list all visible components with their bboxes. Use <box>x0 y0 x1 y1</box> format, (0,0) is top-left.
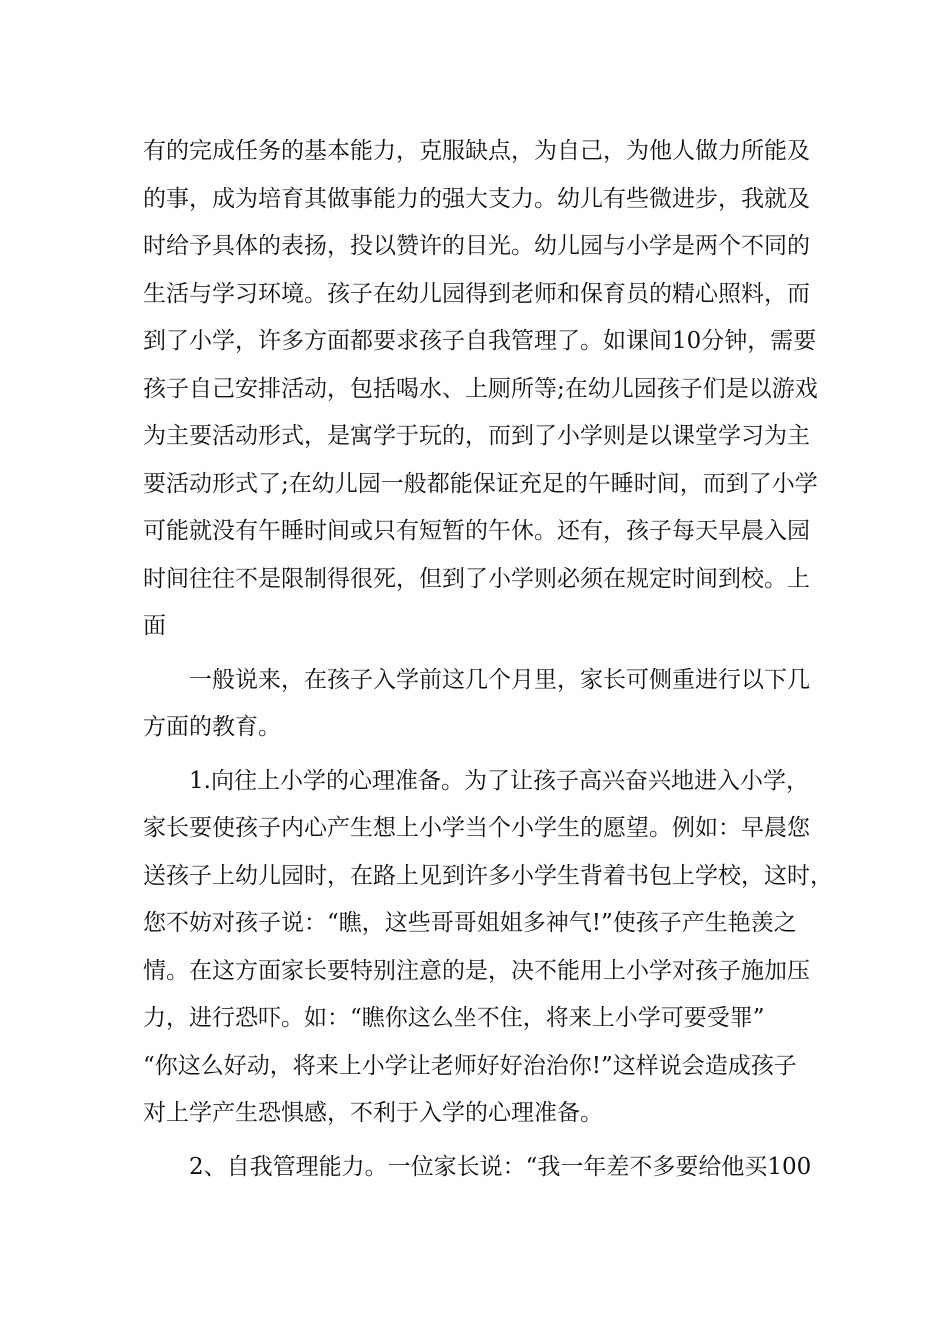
text-line: 到了小学，许多方面都要求孩子自我管理了。如课间10分钟，需要 <box>143 328 817 354</box>
paragraph-start-line: 一般说来，在孩子入学前这几个月里，家长可侧重进行以下几 <box>189 666 810 693</box>
text-line: 要活动形式了;在幼儿园一般都能保证充足的午睡时间，而到了小学 <box>143 470 818 497</box>
paragraph-start-line: 1.向往上小学的心理准备。为了让孩子高兴奋兴地进入小学， <box>189 767 809 794</box>
text-line: 为主要活动形式，是寓学于玩的，而到了小学则是以课堂学习为主 <box>143 423 810 449</box>
text-line: 时间往往不是限制得很死，但到了小学则必须在规定时间到校。上 <box>143 565 810 592</box>
text-line: 力，进行恐吓。如：“瞧你这么坐不住，将来上小学可要受罪” <box>143 1005 765 1031</box>
text-line: 孩子自己安排活动，包括喝水、上厕所等;在幼儿园孩子们是以游戏 <box>143 375 818 402</box>
text-line: 家长要使孩子内心产生想上小学当个小学生的愿望。例如：早晨您 <box>143 815 810 841</box>
text-line: 时给予具体的表扬，投以赞许的目光。幼儿园与小学是两个不同的 <box>143 233 810 259</box>
document-body <box>143 128 833 1191</box>
text-line: 生活与学习环境。孩子在幼儿园得到老师和保育员的精心照料，而 <box>143 280 810 307</box>
text-line: 的事，成为培育其做事能力的强大支力。幼儿有些微进步，我就及 <box>143 185 810 212</box>
text-line: 有的完成任务的基本能力，克服缺点，为自己，为他人做力所能及 <box>143 138 810 164</box>
text-line: 对上学产生恐惧感，不利于入学的心理准备。 <box>143 1100 603 1126</box>
text-line: 您不妨对孩子说：“瞧，这些哥哥姐姐多神气!”使孩子产生艳羡之 <box>143 910 797 936</box>
paragraph-start-line: 2、自我管理能力。一位家长说：“我一年差不多要给他买100 <box>189 1153 812 1180</box>
text-line: 可能就没有午睡时间或只有短暂的午休。还有，孩子每天早晨入园 <box>143 518 810 544</box>
text-line: 情。在这方面家长要特别注意的是，决不能用上小学对孩子施加压 <box>143 957 810 984</box>
text-line: 面 <box>143 613 166 639</box>
text-line: “你这么好动，将来上小学让老师好好治治你!”这样说会造成孩子 <box>143 1052 797 1079</box>
text-line: 送孩子上幼儿园时，在路上见到许多小学生背着书包上学校，这时， <box>143 862 833 889</box>
text-line: 方面的教育。 <box>143 714 281 740</box>
